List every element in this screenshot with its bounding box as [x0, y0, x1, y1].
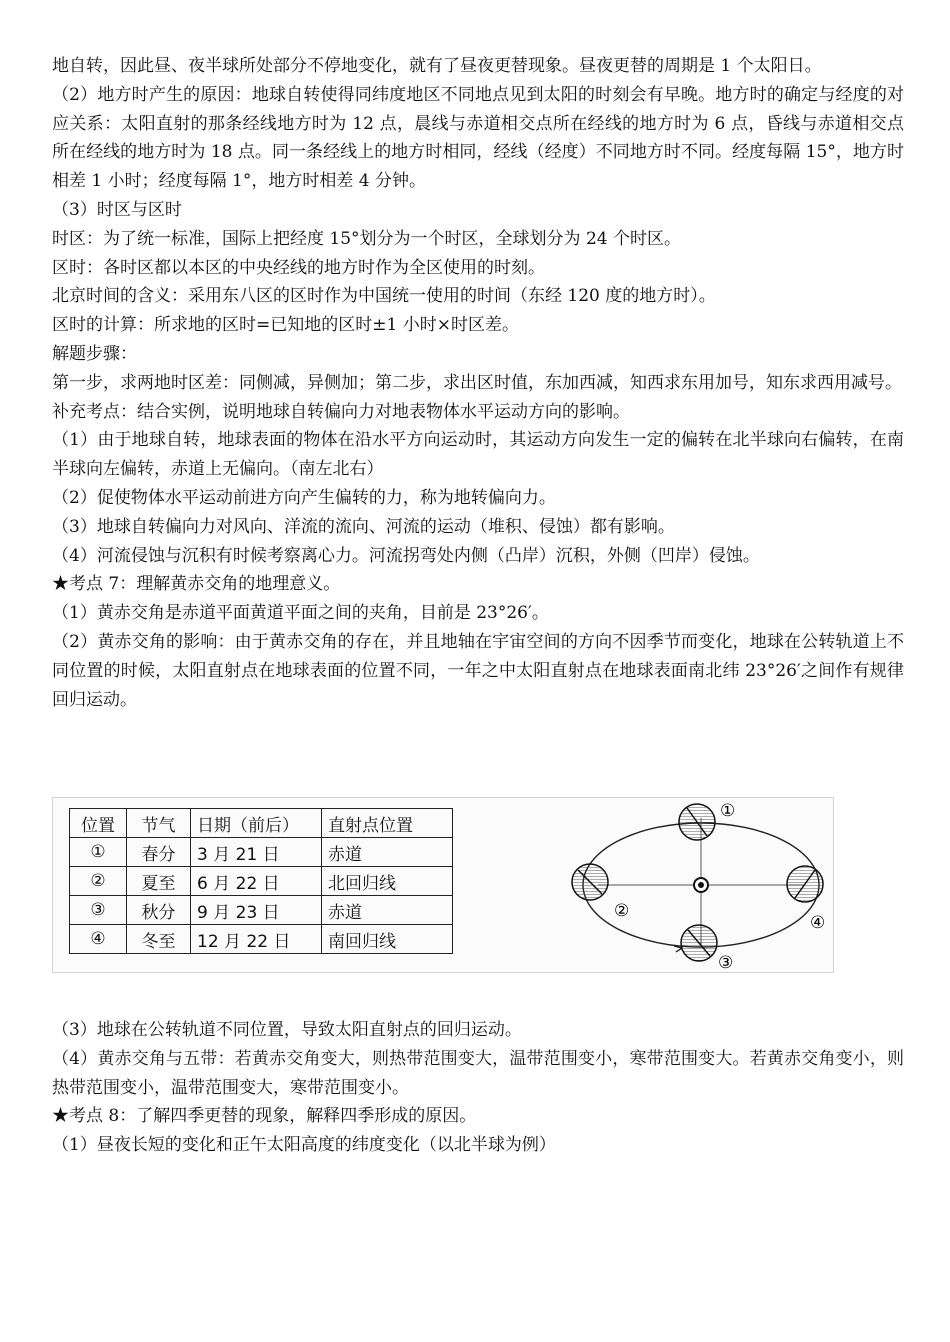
paragraph: （1）昼夜长短的变化和正午太阳高度的纬度变化（以北半球为例）	[52, 1135, 556, 1156]
paragraph: （2）黄赤交角的影响：由于黄赤交角的存在，并且地轴在宇宙空间的方向不因季节而变化，地球在公转轨道上不同位置的时候，太阳直射点在地球表面的位置不同，一年之中太阳直射点在地球表面南北纬 23°26′之间作有规律回归运动。	[52, 631, 904, 710]
table-cell: 6 月 22 日	[191, 867, 322, 896]
position-label: ④	[810, 913, 826, 933]
table-header-row	[70, 809, 453, 838]
paragraph: 时区：为了统一标准，国际上把经度 15°划分为一个时区，全球划分为 24 个时区。	[52, 228, 681, 249]
sun-icon	[694, 878, 708, 892]
table-header-cell: 位置	[70, 809, 127, 838]
table-cell: 夏至	[127, 867, 191, 896]
paragraph: （2）地方时产生的原因：地球自转使得同纬度地区不同地点见到太阳的时刻会有早晚。地方时的确定与经度的对应关系：太阳直射的那条经线地方时为 12 点，晨线与赤道相交点所在经线的地方时为 6 点，昏线与赤道相交点所在经线的地方时为 18 点。同一条经线上的地方时相同，经线（经度）不同地方时不同。经度每隔 15°，地方时相差 1 小时；经度每隔 1°，地方时相差 4 分钟。	[52, 84, 904, 192]
table-row	[70, 838, 453, 867]
table-header-cell: 节气	[127, 809, 191, 838]
section-heading: ★考点 8：了解四季更替的现象，解释四季形成的原因。	[52, 1106, 477, 1127]
paragraph: 地自转，因此昼、夜半球所处部分不停地变化，就有了昼夜更替现象。昼夜更替的周期是 1 个太阳日。	[52, 56, 822, 76]
earth-icon	[681, 925, 717, 961]
table-cell: 春分	[127, 838, 191, 867]
paragraph: 补充考点：结合实例，说明地球自转偏向力对地表物体水平运动方向的影响。	[52, 401, 630, 422]
document-body-top	[52, 52, 904, 714]
paragraph: （4）河流侵蚀与沉积有时候考察离心力。河流拐弯处内侧（凸岸）沉积，外侧（凹岸）侵蚀。	[52, 545, 760, 566]
paragraph: 区时：各时区都以本区的中央经线的地方时作为全区使用的时刻。	[52, 257, 545, 278]
paragraph: （1）由于地球自转，地球表面的物体在沿水平方向运动时，其运动方向发生一定的偏转在北半球向右偏转，在南半球向左偏转，赤道上无偏向。（南左北右）	[52, 430, 904, 480]
position-label: ①	[720, 801, 736, 821]
paragraph: （4）黄赤交角与五带：若黄赤交角变大，则热带范围变大，温带范围变小，寒带范围变大。若黄赤交角变小，则热带范围变小，温带范围变大，寒带范围变小。	[52, 1048, 904, 1098]
paragraph: （3）地球自转偏向力对风向、洋流的流向、河流的运动（堆积、侵蚀）都有影响。	[52, 516, 675, 537]
earth-orbit-diagram	[558, 798, 834, 974]
paragraph: 北京时间的含义：采用东八区的区时作为中国统一使用的时间（东经 120 度的地方时）。	[52, 286, 716, 307]
table-cell: 秋分	[127, 896, 191, 925]
table-cell: 南回归线	[322, 925, 453, 954]
table-cell: ③	[70, 896, 127, 925]
table-cell: 赤道	[322, 896, 453, 925]
table-cell: 北回归线	[322, 867, 453, 896]
paragraph: （2）促使物体水平运动前进方向产生偏转的力，称为地转偏向力。	[52, 487, 556, 508]
table-header-cell: 直射点位置	[322, 809, 453, 838]
table-cell: ①	[70, 838, 127, 867]
table-row	[70, 896, 453, 925]
position-label: ③	[718, 953, 734, 973]
paragraph: 解题步骤：	[52, 343, 137, 364]
position-label: ②	[614, 901, 630, 921]
paragraph: （1）黄赤交角是赤道平面黄道平面之间的夹角，目前是 23°26′。	[52, 603, 549, 624]
table-cell: 9 月 23 日	[191, 896, 322, 925]
seasons-figure	[52, 797, 834, 973]
table-cell: 冬至	[127, 925, 191, 954]
earth-icon	[572, 864, 608, 900]
paragraph: 区时的计算：所求地的区时=已知地的区时±1 小时×时区差。	[52, 315, 519, 336]
table-row	[70, 867, 453, 896]
table-cell: 赤道	[322, 838, 453, 867]
document-body-bottom	[52, 1016, 904, 1160]
table-cell: 12 月 22 日	[191, 925, 322, 954]
table-cell: ②	[70, 867, 127, 896]
earth-icon	[679, 804, 715, 840]
table-cell: 3 月 21 日	[191, 838, 322, 867]
section-heading: ★考点 7：理解黄赤交角的地理意义。	[52, 574, 341, 595]
table-row	[70, 925, 453, 954]
paragraph: 第一步，求两地时区差：同侧减，异侧加；第二步，求出区时值，东加西减，知西求东用加号，知东求西用减号。	[52, 372, 902, 393]
earth-icon	[787, 866, 823, 902]
seasons-table	[69, 808, 453, 954]
table-cell: ④	[70, 925, 127, 954]
table-header-cell: 日期（前后）	[191, 809, 322, 838]
paragraph: （3）地球在公转轨道不同位置，导致太阳直射点的回归运动。	[52, 1020, 522, 1040]
paragraph: （3）时区与区时	[52, 199, 182, 220]
